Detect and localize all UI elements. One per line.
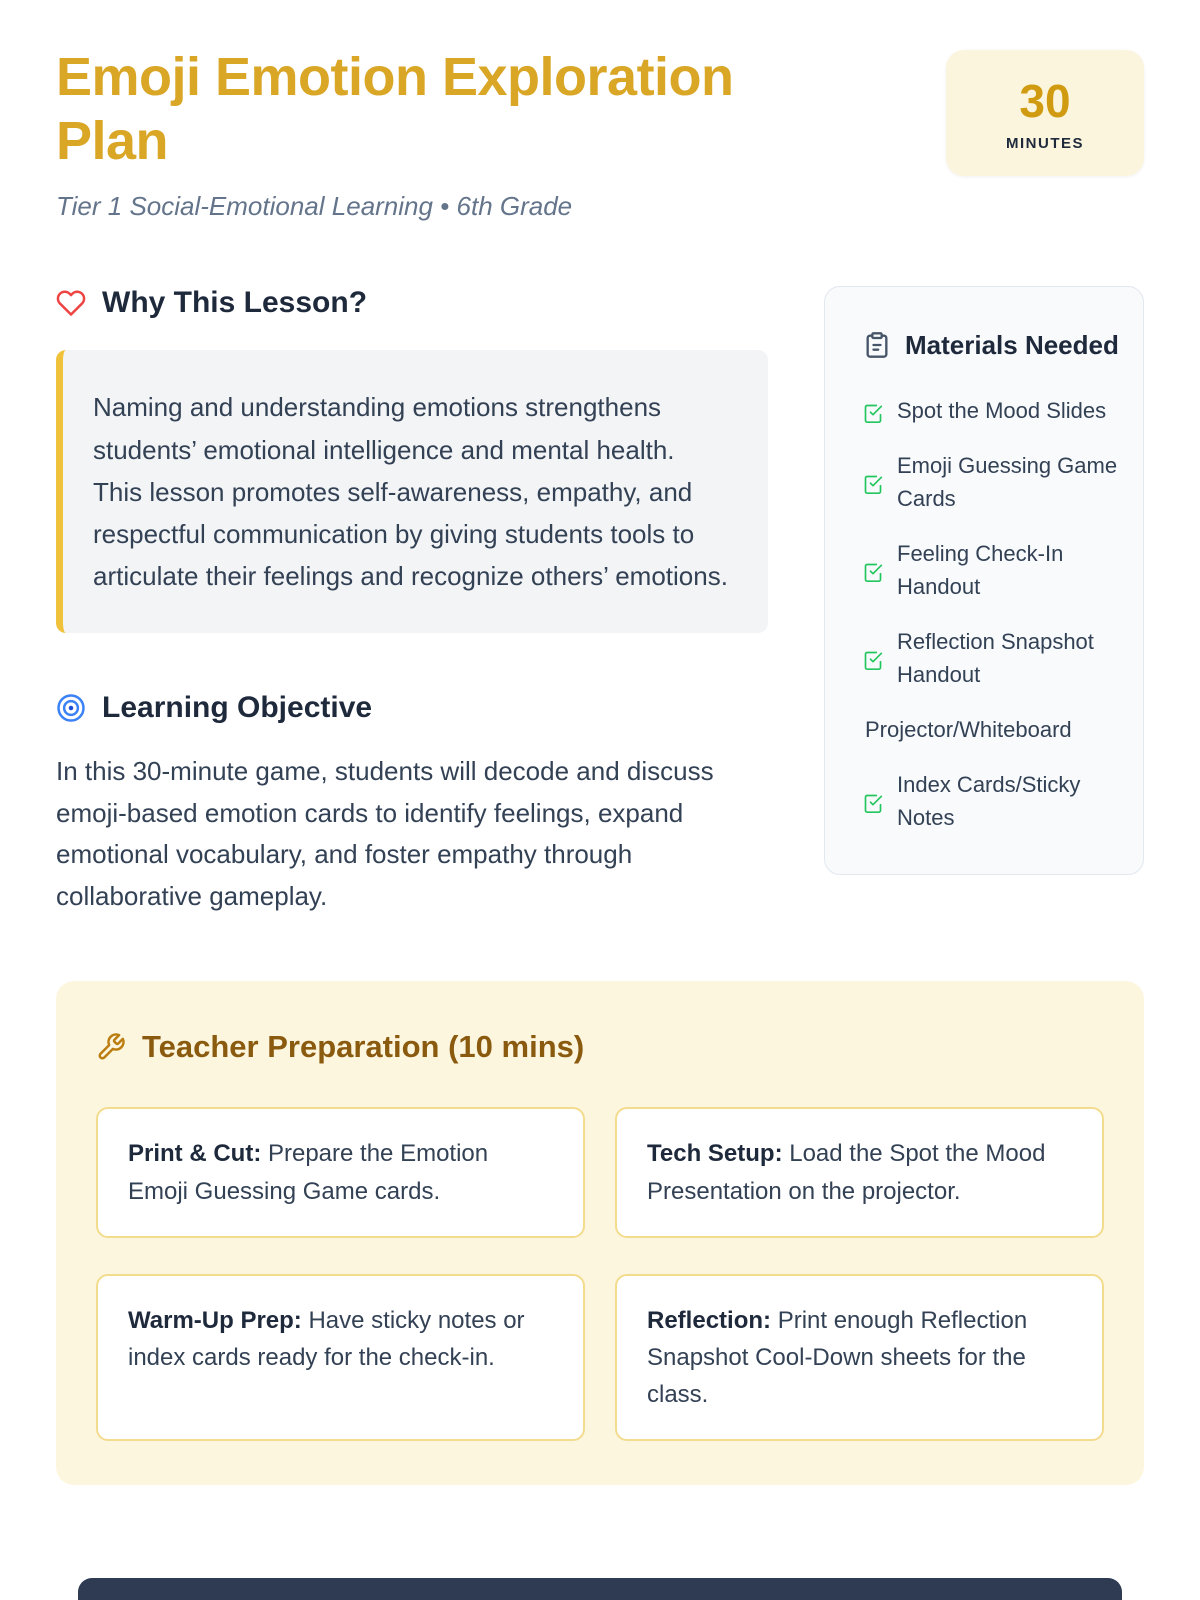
why-heading-label: Why This Lesson? [102,286,368,320]
left-column [56,286,768,917]
page-title: Emoji Emotion Exploration Plan [56,47,734,171]
prep-heading [96,1029,1104,1065]
material-label: Projector/Whiteboard [865,716,1072,742]
teacher-prep-section [56,981,1144,1485]
prep-card-label: Warm-Up Prep: [128,1306,309,1334]
objective-heading-label: Learning Objective [102,690,373,724]
heart-icon [56,288,86,318]
prep-card-text: Print enough Reflection Snapshot Cool-Down sheets for the class. [647,1306,1028,1409]
header-text [56,46,856,222]
why-section-heading [56,286,768,320]
objective-body: In this 30-minute game, students will decode and discuss emoji-based emotion cards to identify feelings, expand emotional vocabulary, and foster empathy through collaborative gameplay. [56,755,714,911]
prep-grid [96,1107,1104,1441]
materials-card [824,286,1144,874]
check-square-icon [863,542,883,603]
duration-value: 30 [1019,75,1071,127]
main-content [56,286,1144,917]
page-subtitle: Tier 1 Social-Emotional Learning • 6th Grade [56,191,573,222]
prep-card-print-cut [96,1107,585,1237]
prep-heading-label: Teacher Preparation (10 mins) [142,1029,585,1065]
material-item [863,625,1119,691]
prep-card-label: Tech Setup: [647,1140,790,1168]
prep-card-label: Print & Cut: [128,1140,268,1168]
material-item [863,537,1119,603]
header [56,46,1144,222]
check-square-icon [863,630,883,691]
prep-card-warm-up [96,1274,585,1442]
material-item [863,394,1119,427]
prep-card-tech-setup [615,1107,1104,1237]
objective-section [56,691,768,917]
materials-heading-label: Materials Needed [905,330,1119,361]
prep-card-text: Prepare the Emotion Emoji Guessing Game cards. [128,1140,489,1205]
material-label: Spot the Mood Slides [897,397,1107,423]
material-label: Reflection Snapshot Handout [897,628,1094,687]
materials-list [863,394,1119,834]
material-label: Feeling Check-In Handout [897,540,1064,599]
prep-card-reflection [615,1274,1104,1442]
material-item [863,768,1119,834]
prep-card-text: Have sticky notes or index cards ready for the check-in. [128,1306,525,1371]
duration-label: MINUTES [1006,134,1084,152]
material-item [863,449,1119,515]
materials-heading [863,327,1119,363]
check-square-icon [863,399,883,427]
duration-badge [946,50,1144,176]
why-lesson-quote: Naming and understanding emotions strengthens students’ emotional intelligence and mental health. This lesson promotes self-awareness, empathy, and respectful communication by giving students tools to articulate their feelings and recognize others’ emotions. [56,350,768,633]
next-section-edge [78,1578,1122,1600]
objective-section-heading [56,691,768,725]
material-label: Emoji Guessing Game Cards [897,452,1118,511]
prep-card-text: Load the Spot the Mood Presentation on the projector. [647,1140,1046,1205]
material-label: Index Cards/Sticky Notes [897,771,1081,830]
clipboard-icon [863,331,891,359]
check-square-icon [863,773,883,834]
wrench-icon [96,1032,126,1062]
material-item [863,713,1119,746]
target-icon [56,693,86,723]
check-square-icon [863,454,883,515]
prep-card-label: Reflection: [647,1306,778,1334]
